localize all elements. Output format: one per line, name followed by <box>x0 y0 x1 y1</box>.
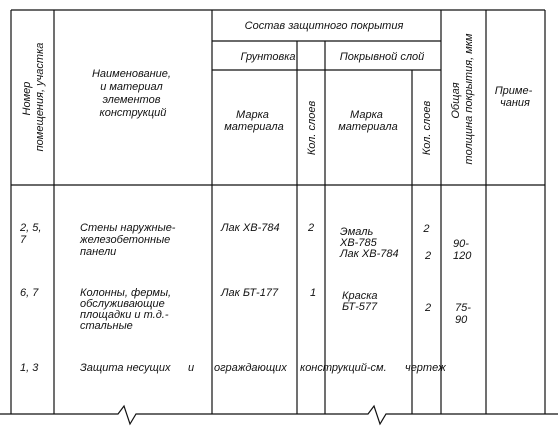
header-primer: Грунтовка <box>240 51 296 63</box>
header-topcoat-layers: Кол. слоев <box>421 100 433 156</box>
header-room-number: Номер помещения, участка <box>21 42 46 152</box>
header-top-coat: Покрывной слой <box>339 51 425 63</box>
break-line <box>0 406 558 424</box>
header-total-thickness: Общая толщина покрытия, мкм <box>450 33 475 165</box>
row2-primer-layers: 1 <box>309 287 317 299</box>
row3-room: 1, 3 <box>20 362 39 374</box>
header-topcoat-brand: Марка материала <box>338 109 398 133</box>
row2-primer-brand: Лак БТ-177 <box>221 287 279 299</box>
row1-topcoat-layers: 2 2 <box>423 223 432 262</box>
table-row <box>19 222 472 262</box>
row1-room: 2, 5, 7 <box>20 222 42 246</box>
row1-topcoat-brand: Эмаль ХВ-785 Лак ХВ-784 <box>340 226 399 260</box>
row2-room: 6, 7 <box>20 287 39 299</box>
header-notes: Приме- чания <box>494 85 533 109</box>
row1-name: Стены наружные- железобетонные панели <box>80 222 176 258</box>
row2-thickness: 75- 90 <box>455 302 471 326</box>
header-coating-composition: Состав защитного покрытия <box>244 20 404 32</box>
row2-name: Колонны, фермы, обслуживающие площадки и т.д.- стальные <box>80 287 172 332</box>
row1-primer-brand: Лак ХВ-784 <box>221 222 280 234</box>
header-primer-brand: Марка материала <box>224 109 284 133</box>
row3-spanning-text: Защита несущих и ограждающих конструкций-см. чертеж <box>80 362 446 374</box>
row2-topcoat-layers: 2 <box>424 302 432 314</box>
table-row <box>20 362 446 374</box>
table-row <box>20 287 474 332</box>
row1-primer-layers: 2 <box>307 222 315 234</box>
header-primer-layers: Кол. слоев <box>306 100 318 156</box>
row1-thickness: 90- 120 <box>453 238 472 262</box>
row2-topcoat-brand: Краска БТ-577 <box>342 290 378 313</box>
header-name: Наименование, и материал элементов конструкций <box>91 68 171 119</box>
